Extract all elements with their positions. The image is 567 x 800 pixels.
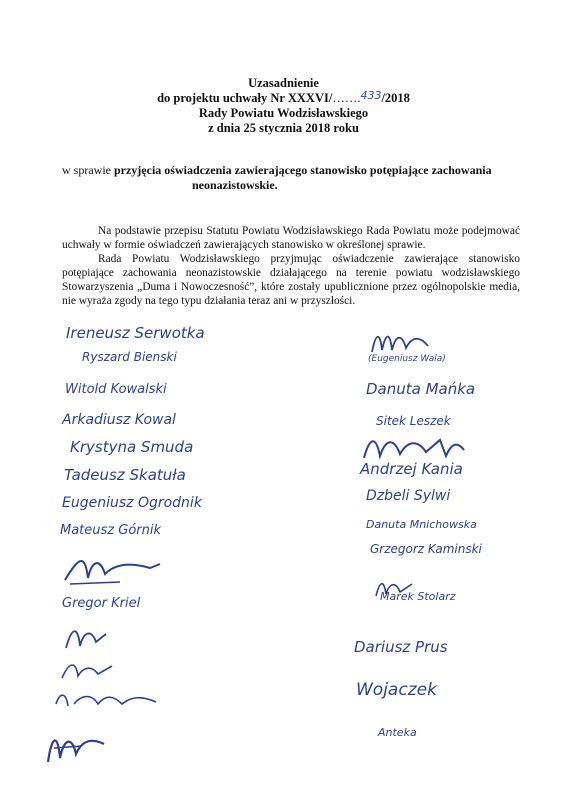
signature-left-5: Krystyna Smuda	[70, 438, 194, 456]
signature-left-7: Eugeniusz Ogrodnik	[62, 495, 202, 511]
handwritten-resolution-number: 433	[360, 89, 382, 102]
signature-right-6: Danuta Mnichowska	[366, 518, 477, 531]
signatures-area	[0, 320, 567, 800]
subject-prefix: w sprawie	[62, 163, 114, 177]
signature-right-5: Dzbeli Sylwi	[366, 488, 451, 504]
resolution-suffix: /2018	[381, 91, 410, 105]
signature-right-2: Danuta Mańka	[366, 380, 476, 398]
signature-left-8: Mateusz Górnik	[60, 523, 161, 538]
subject-text-2: neonazistowskie.	[192, 178, 278, 192]
resolution-prefix: do projektu uchwały Nr XXXVI/	[157, 91, 333, 105]
subject-text-1: przyjęcia oświadczenia zawierającego stanowisko potępiające zachowania	[113, 163, 492, 177]
subject-section	[62, 163, 512, 193]
signature-right-8: Marek Stolarz	[380, 590, 456, 603]
signature-right-10: Wojaczek	[356, 680, 437, 700]
signature-right-1: (Eugeniusz Wala)	[368, 354, 446, 364]
signature-left-2: Ryszard Bienski	[82, 350, 177, 364]
signature-right-9: Dariusz Prus	[354, 638, 448, 656]
signature-right-4: Andrzej Kania	[360, 460, 463, 478]
signature-left-scribble-3	[58, 656, 118, 684]
justification-body	[62, 224, 520, 308]
signature-right-7: Grzegorz Kaminski	[370, 542, 482, 556]
signature-left-3: Witold Kowalski	[65, 382, 167, 397]
signature-left-scribble-4	[52, 686, 162, 714]
signature-right-scribble-2	[360, 430, 470, 464]
resolution-dots: …….	[332, 91, 361, 105]
document-header	[0, 76, 567, 136]
signature-left-scribble-2	[62, 622, 112, 654]
document-title: Uzasadnienie	[248, 76, 319, 90]
signature-right-3: Sitek Leszek	[376, 414, 451, 428]
signature-right-11: Anteka	[378, 726, 417, 739]
signature-left-scribble-5	[42, 728, 112, 766]
signature-left-4: Arkadiusz Kowal	[62, 412, 176, 428]
body-paragraph-1: Na podstawie przepisu Statutu Powiatu Wodzisławskiego Rada Powiatu może podejmować uchwały w formie oświadczeń zawierających stanowisko w określonej sprawie.	[62, 225, 520, 251]
signature-left-1: Ireneusz Serwotka	[66, 324, 205, 342]
document-date: z dnia 25 stycznia 2018 roku	[208, 121, 359, 135]
body-paragraph-2: Rada Powiatu Wodzisławskiego przyjmując oświadczenie zawierające stanowisko potępiające zachowania neonazistowskie działającego na terenie powiatu wodzisławskiego Stowarzyszenia „Duma i Nowoczesność”, które zostały upublicznione przez ogólnopolskie media, nie wyraża zgody na tego typu działania teraz ani w przyszłości.	[62, 253, 520, 307]
council-name: Rady Powiatu Wodzisławskiego	[198, 106, 369, 120]
signature-right-scribble-1	[368, 328, 438, 356]
signature-left-9: Gregor Kriel	[62, 596, 141, 611]
signature-left-scribble-1	[60, 550, 170, 590]
signature-left-6: Tadeusz Skatuła	[64, 466, 186, 484]
resolution-number-line	[0, 91, 567, 106]
